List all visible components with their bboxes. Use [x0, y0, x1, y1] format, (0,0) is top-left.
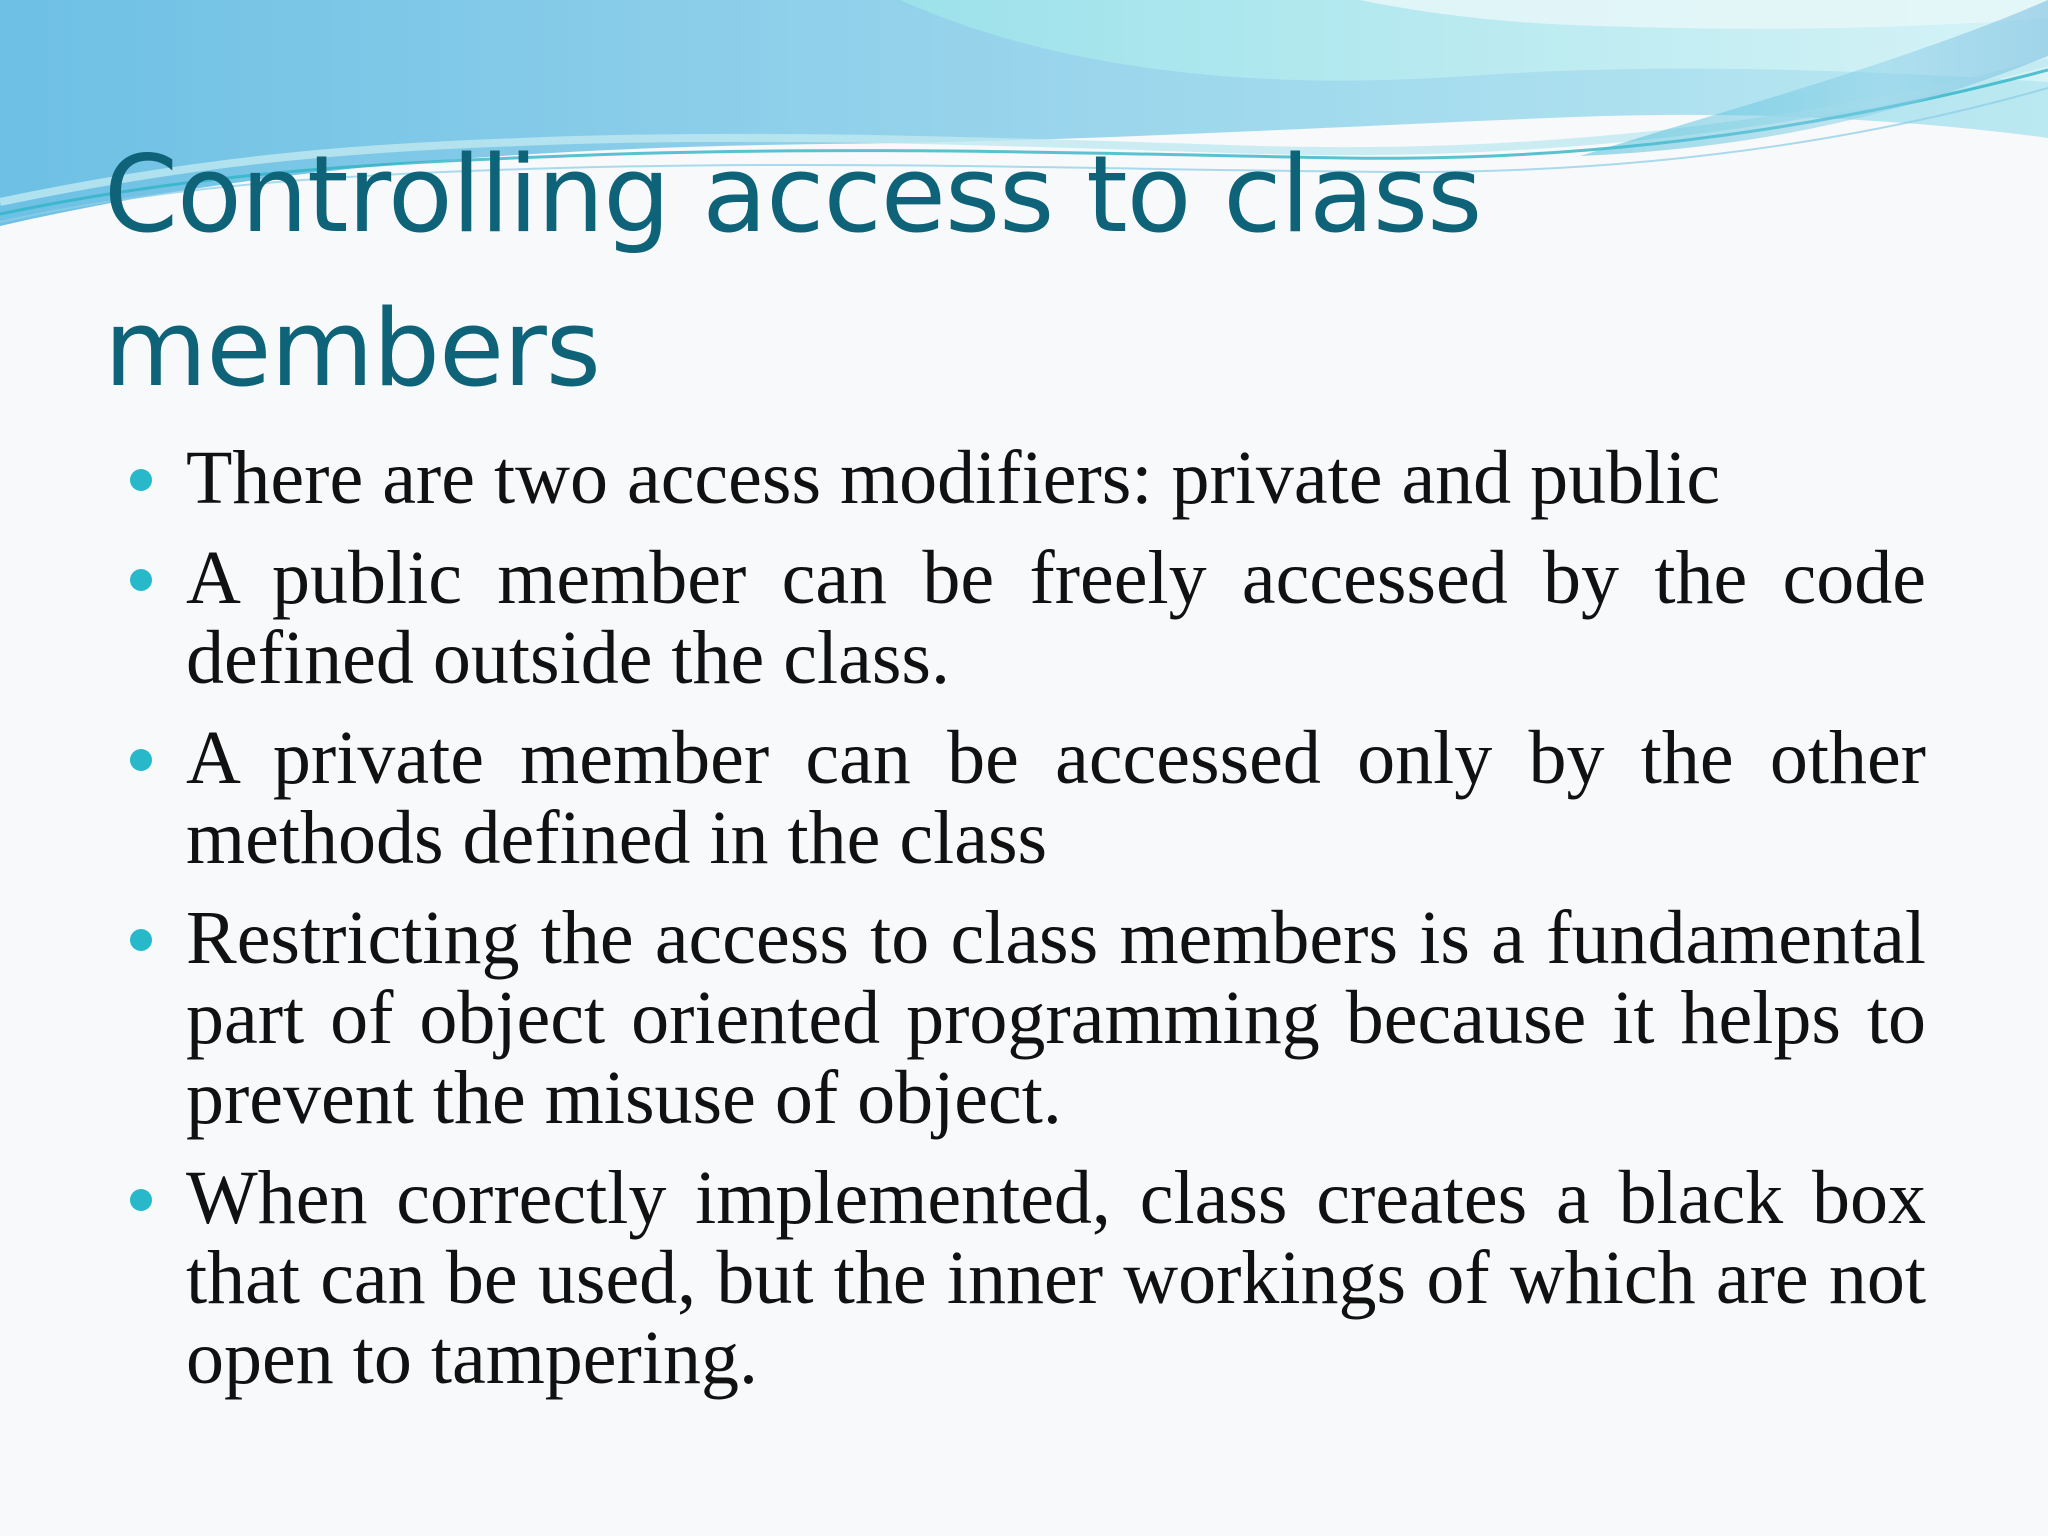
page-title: Controlling access to class members — [104, 133, 1482, 410]
bullet-list — [130, 438, 1926, 1418]
bullet-text: When correctly implemented, class creates a black box that can be used, but the inner workings of which are not open to tampering. — [186, 1156, 1926, 1400]
list-item — [130, 1158, 1926, 1398]
list-item — [130, 898, 1926, 1138]
list-item — [130, 718, 1926, 878]
list-item — [130, 438, 1926, 518]
bullet-text: A public member can be freely accessed by the code defined outside the class. — [186, 536, 1926, 700]
bullet-text: A private member can be accessed only by the other methods defined in the class — [186, 716, 1926, 880]
bullet-icon — [130, 929, 152, 951]
bullet-icon — [130, 1189, 152, 1211]
bullet-icon — [130, 469, 152, 491]
bullet-icon — [130, 749, 152, 771]
bullet-text: Restricting the access to class members is a fundamental part of object oriented programming because it helps to prevent the misuse of object. — [186, 896, 1926, 1140]
list-item — [130, 538, 1926, 698]
bullet-text: There are two access modifiers: private and public — [186, 436, 1721, 520]
bullet-icon — [130, 569, 152, 591]
